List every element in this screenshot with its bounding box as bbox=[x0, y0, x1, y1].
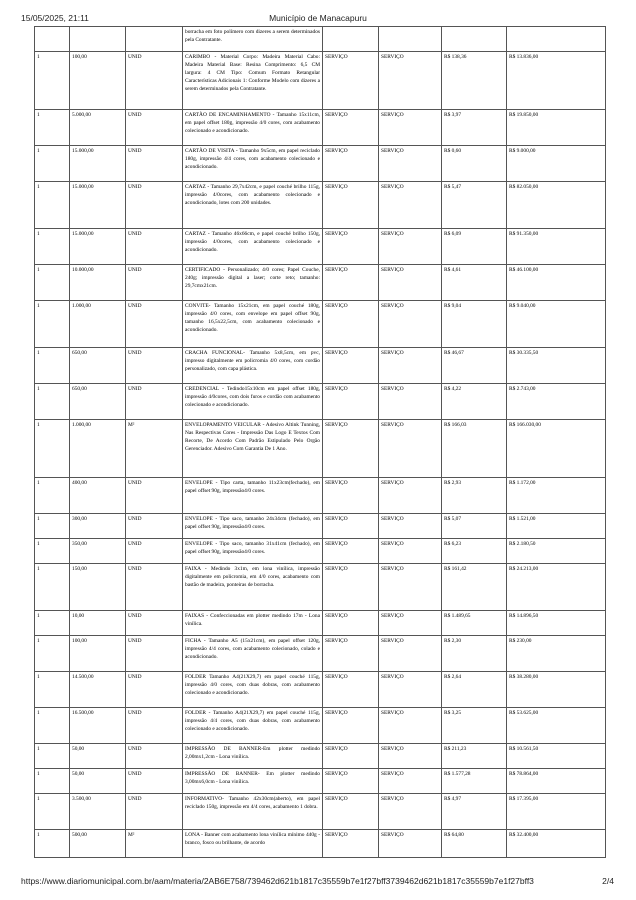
cell-total: R$ 78.864,00 bbox=[507, 769, 606, 794]
cell-total: R$ 30.335,50 bbox=[507, 348, 606, 384]
cell-type: SERVIÇO bbox=[379, 539, 442, 564]
cell-category: SERVIÇO bbox=[323, 182, 379, 229]
cell-quantity: 650,00 bbox=[70, 384, 126, 420]
cell-type: SERVIÇO bbox=[379, 478, 442, 514]
cell-type bbox=[379, 27, 442, 52]
cell-quantity: 100,00 bbox=[70, 52, 126, 110]
cell-unit-price: R$ 211,23 bbox=[442, 744, 507, 769]
cell-description: ENVELOPAMENTO VEICULAR - Adesivo Altink Tunning, Nas Respectivas Cores - Impressão Das Logo E Textos Com Recorte, De Acordo Com Padrão Estipulado Pelo Orgão Gerenciador. Adesivo Com Garantia De 1 Ano. bbox=[183, 420, 323, 478]
cell-unit: UNID bbox=[126, 265, 183, 301]
cell-unit: UNID bbox=[126, 348, 183, 384]
cell-item bbox=[35, 27, 70, 52]
cell-item: 1 bbox=[35, 182, 70, 229]
cell-total: R$ 53.625,00 bbox=[507, 708, 606, 744]
cell-quantity: 50,00 bbox=[70, 769, 126, 794]
table-row bbox=[35, 830, 606, 858]
cell-total: R$ 17.395,00 bbox=[507, 794, 606, 830]
cell-item: 1 bbox=[35, 744, 70, 769]
cell-category: SERVIÇO bbox=[323, 265, 379, 301]
cell-item: 1 bbox=[35, 384, 70, 420]
cell-type: SERVIÇO bbox=[379, 52, 442, 110]
cell-description: CARTÃO DE ENCAMINHAMENTO - Tamanho 15x11cm, em papel offset 180g, impressão 4/0 cores, com acabamento colecionado e acondicionado. bbox=[183, 110, 323, 146]
cell-item: 1 bbox=[35, 265, 70, 301]
cell-quantity: 5.000,00 bbox=[70, 110, 126, 146]
table-row bbox=[35, 564, 606, 611]
cell-quantity: 10,00 bbox=[70, 611, 126, 636]
cell-total: R$ 1.521,00 bbox=[507, 514, 606, 539]
cell-quantity: 15.000,00 bbox=[70, 229, 126, 265]
cell-type: SERVIÇO bbox=[379, 708, 442, 744]
table-row bbox=[35, 229, 606, 265]
table-row bbox=[35, 265, 606, 301]
cell-type: SERVIÇO bbox=[379, 110, 442, 146]
cell-unit-price: R$ 4,61 bbox=[442, 265, 507, 301]
cell-quantity: 1.000,00 bbox=[70, 301, 126, 348]
cell-unit: UNID bbox=[126, 478, 183, 514]
cell-quantity: 400,00 bbox=[70, 478, 126, 514]
cell-item: 1 bbox=[35, 420, 70, 478]
cell-type: SERVIÇO bbox=[379, 672, 442, 708]
cell-category: SERVIÇO bbox=[323, 301, 379, 348]
cell-unit-price: R$ 9,04 bbox=[442, 301, 507, 348]
cell-type: SERVIÇO bbox=[379, 229, 442, 265]
cell-description: LONA - Banner com acabamento lona vinílica mínimo 440g - branco, fosco ou brilhante, de acordo bbox=[183, 830, 323, 858]
cell-total bbox=[507, 27, 606, 52]
cell-unit-price: R$ 1.577,28 bbox=[442, 769, 507, 794]
cell-unit-price: R$ 2,30 bbox=[442, 636, 507, 672]
table-row bbox=[35, 611, 606, 636]
cell-category: SERVIÇO bbox=[323, 348, 379, 384]
cell-item: 1 bbox=[35, 769, 70, 794]
cell-type: SERVIÇO bbox=[379, 744, 442, 769]
cell-total: R$ 2.180,50 bbox=[507, 539, 606, 564]
cell-unit-price: R$ 1.489,65 bbox=[442, 611, 507, 636]
cell-quantity: 500,00 bbox=[70, 830, 126, 858]
cell-unit-price: R$ 5,07 bbox=[442, 514, 507, 539]
cell-item: 1 bbox=[35, 52, 70, 110]
table-row bbox=[35, 384, 606, 420]
cell-type: SERVIÇO bbox=[379, 514, 442, 539]
cell-type: SERVIÇO bbox=[379, 769, 442, 794]
cell-category: SERVIÇO bbox=[323, 708, 379, 744]
table-row bbox=[35, 794, 606, 830]
cell-category: SERVIÇO bbox=[323, 830, 379, 858]
cell-type: SERVIÇO bbox=[379, 564, 442, 611]
cell-item: 1 bbox=[35, 229, 70, 265]
table-row bbox=[35, 182, 606, 229]
cell-item: 1 bbox=[35, 708, 70, 744]
cell-unit: UNID bbox=[126, 146, 183, 182]
cell-category: SERVIÇO bbox=[323, 636, 379, 672]
cell-type: SERVIÇO bbox=[379, 636, 442, 672]
cell-total: R$ 2.743,00 bbox=[507, 384, 606, 420]
cell-description: IMPRESSÃO DE BANNER-Em plotter medindo 2,00mx1,2cm - Lona vinílica. bbox=[183, 744, 323, 769]
cell-unit-price: R$ 4,22 bbox=[442, 384, 507, 420]
cell-description: FOLDER Tamanho A4(21X29,7) em papel couché 115g, impressão 4/0 cores, com duas dobras, com acabamento colecionado e acondicionado. bbox=[183, 672, 323, 708]
cell-type: SERVIÇO bbox=[379, 301, 442, 348]
cell-item: 1 bbox=[35, 636, 70, 672]
table-row bbox=[35, 348, 606, 384]
cell-category: SERVIÇO bbox=[323, 146, 379, 182]
cell-item: 1 bbox=[35, 514, 70, 539]
cell-quantity: 3.500,00 bbox=[70, 794, 126, 830]
cell-description: FICHA - Tamanho A5 (15x21cm), em papel offset 120g, impressão 4/4 cores, com acabamento colecionado, colado e acondicionado. bbox=[183, 636, 323, 672]
cell-description: FAIXA - Medindo 3x1m, em lona vinílica, impressão digitalmente em policromia, em 4/0 cores, acabamento com bastão de madeira, ponteiras de borracha. bbox=[183, 564, 323, 611]
cell-description: CARTÃO DE VISITA - Tamanho 9x5cm, em papel reciclado 180g, impressão 4/4 cores, com acabamento colecionado e acondicionado. bbox=[183, 146, 323, 182]
table-row bbox=[35, 301, 606, 348]
cell-unit: UNID bbox=[126, 611, 183, 636]
page-title: Município de Manacapuru bbox=[269, 13, 367, 23]
cell-category: SERVIÇO bbox=[323, 110, 379, 146]
cell-item: 1 bbox=[35, 564, 70, 611]
cell-category: SERVIÇO bbox=[323, 514, 379, 539]
cell-category: SERVIÇO bbox=[323, 52, 379, 110]
cell-type: SERVIÇO bbox=[379, 182, 442, 229]
cell-unit: UNID bbox=[126, 301, 183, 348]
cell-unit-price: R$ 6,23 bbox=[442, 539, 507, 564]
table-row bbox=[35, 769, 606, 794]
cell-type: SERVIÇO bbox=[379, 420, 442, 478]
cell-total: R$ 19.850,00 bbox=[507, 110, 606, 146]
cell-unit-price: R$ 2,93 bbox=[442, 478, 507, 514]
page-footer bbox=[0, 876, 636, 890]
cell-unit: M² bbox=[126, 420, 183, 478]
cell-unit bbox=[126, 27, 183, 52]
cell-type: SERVIÇO bbox=[379, 611, 442, 636]
print-datetime: 15/05/2025, 21:11 bbox=[21, 13, 89, 23]
cell-item: 1 bbox=[35, 611, 70, 636]
cell-total: R$ 10.561,50 bbox=[507, 744, 606, 769]
cell-description: CERTIFICADO - Personalizado; 4/0 cores; Papel Couche, 240g; impressão digital a laser; corte reto; tamanho: 29,7cmx21cm. bbox=[183, 265, 323, 301]
table-row bbox=[35, 672, 606, 708]
cell-unit: M² bbox=[126, 830, 183, 858]
cell-unit: UNID bbox=[126, 539, 183, 564]
cell-unit: UNID bbox=[126, 769, 183, 794]
cell-quantity: 300,00 bbox=[70, 514, 126, 539]
cell-description: ENVELOPE - Tipo saco, tamanho 24x34cm (fechado), em papel offset 90g, impressão4/0 cores. bbox=[183, 514, 323, 539]
page-header bbox=[0, 13, 636, 27]
cell-unit: UNID bbox=[126, 708, 183, 744]
cell-type: SERVIÇO bbox=[379, 384, 442, 420]
cell-unit-price: R$ 166,03 bbox=[442, 420, 507, 478]
cell-category: SERVIÇO bbox=[323, 794, 379, 830]
cell-description: CONVITE- Tamanho 15x21cm, em papel couché 180g, impressão 4/0 cores, com envelope em papel offset 90g, tamanho 16,5x22,5cm, com acabamento colecionado e acondicionado. bbox=[183, 301, 323, 348]
cell-unit: UNID bbox=[126, 182, 183, 229]
cell-total: R$ 32.400,00 bbox=[507, 830, 606, 858]
cell-category: SERVIÇO bbox=[323, 478, 379, 514]
cell-description: borracha em foto polímero com dizeres a serem determinados pela Contratante. bbox=[183, 27, 323, 52]
cell-description: CARTAZ - Tamanho 46x66cm, e papel couché brilho 150g, impressão 4/0cores, com acabamento colecionado e acondicionado. bbox=[183, 229, 323, 265]
cell-item: 1 bbox=[35, 478, 70, 514]
cell-item: 1 bbox=[35, 110, 70, 146]
cell-total: R$ 9.000,00 bbox=[507, 146, 606, 182]
cell-unit-price: R$ 2,64 bbox=[442, 672, 507, 708]
cell-type: SERVIÇO bbox=[379, 146, 442, 182]
cell-category bbox=[323, 27, 379, 52]
table-row bbox=[35, 708, 606, 744]
cell-unit-price bbox=[442, 27, 507, 52]
cell-quantity: 14.500,00 bbox=[70, 672, 126, 708]
cell-total: R$ 82.050,00 bbox=[507, 182, 606, 229]
cell-unit: UNID bbox=[126, 672, 183, 708]
cell-category: SERVIÇO bbox=[323, 384, 379, 420]
cell-category: SERVIÇO bbox=[323, 611, 379, 636]
table-row bbox=[35, 52, 606, 110]
cell-quantity bbox=[70, 27, 126, 52]
cell-item: 1 bbox=[35, 794, 70, 830]
cell-unit: UNID bbox=[126, 229, 183, 265]
cell-unit: UNID bbox=[126, 636, 183, 672]
table-row bbox=[35, 420, 606, 478]
cell-type: SERVIÇO bbox=[379, 348, 442, 384]
cell-item: 1 bbox=[35, 348, 70, 384]
cell-type: SERVIÇO bbox=[379, 265, 442, 301]
table-row bbox=[35, 514, 606, 539]
cell-total: R$ 13.836,00 bbox=[507, 52, 606, 110]
cell-item: 1 bbox=[35, 830, 70, 858]
table-row bbox=[35, 478, 606, 514]
cell-total: R$ 91.350,00 bbox=[507, 229, 606, 265]
cell-quantity: 10.000,00 bbox=[70, 265, 126, 301]
cell-description: INFORMATIVO- Tamanho 42x30cm(aberto), em papel reciclado 150g, impressão em 4/4 cores, acabamento 1 dobra. bbox=[183, 794, 323, 830]
cell-category: SERVIÇO bbox=[323, 420, 379, 478]
cell-description: CARTAZ - Tamanho 29,7x42cm, e papel couché brilho 115g, impressão 4/0cores, com acabamento colecionado e acondicionado, lotes com 200 unidades. bbox=[183, 182, 323, 229]
cell-total: R$ 14.896,50 bbox=[507, 611, 606, 636]
cell-unit: UNID bbox=[126, 384, 183, 420]
table-row bbox=[35, 539, 606, 564]
cell-quantity: 350,00 bbox=[70, 539, 126, 564]
cell-description: CREDENCIAL - Tedindo15x10cm em papel offset 180g, impressão 4/0cores, com dois furos e cordão com acabamento colecionado e acondicionado. bbox=[183, 384, 323, 420]
cell-item: 1 bbox=[35, 301, 70, 348]
cell-total: R$ 46.100,00 bbox=[507, 265, 606, 301]
table-row bbox=[35, 27, 606, 52]
table-row bbox=[35, 744, 606, 769]
cell-category: SERVIÇO bbox=[323, 672, 379, 708]
cell-total: R$ 9.040,00 bbox=[507, 301, 606, 348]
items-table bbox=[34, 26, 606, 858]
cell-unit-price: R$ 46,67 bbox=[442, 348, 507, 384]
cell-description: FOLDER - Tamanho A4(21X29,7) em papel couché 115g, impressão 4/4 cores, com duas dobras, com acabamento colecionado e acondicionado. bbox=[183, 708, 323, 744]
table-row bbox=[35, 636, 606, 672]
cell-unit-price: R$ 6,09 bbox=[442, 229, 507, 265]
cell-total: R$ 1.172,00 bbox=[507, 478, 606, 514]
cell-type: SERVIÇO bbox=[379, 794, 442, 830]
cell-unit: UNID bbox=[126, 110, 183, 146]
cell-unit-price: R$ 161,42 bbox=[442, 564, 507, 611]
cell-unit-price: R$ 3,25 bbox=[442, 708, 507, 744]
cell-item: 1 bbox=[35, 539, 70, 564]
cell-category: SERVIÇO bbox=[323, 539, 379, 564]
cell-total: R$ 230,00 bbox=[507, 636, 606, 672]
table-row bbox=[35, 146, 606, 182]
cell-unit-price: R$ 64,80 bbox=[442, 830, 507, 858]
cell-description: ENVELOPE - Tipo carta, tamanho 11x23cm(fechado), em papel offset 90g, impressão4/0 cores. bbox=[183, 478, 323, 514]
cell-quantity: 15.000,00 bbox=[70, 146, 126, 182]
cell-description: ENVELOPE - Tipo saco, tamanho 31x41cm (fechado), em papel offset 90g, impressão4/0 cores. bbox=[183, 539, 323, 564]
cell-unit-price: R$ 3,97 bbox=[442, 110, 507, 146]
cell-quantity: 15.000,00 bbox=[70, 182, 126, 229]
cell-item: 1 bbox=[35, 672, 70, 708]
cell-description: IMPRESSÃO DE BANNER- Em plotter medindo 3,00mx6,0cm - Lona vinílica. bbox=[183, 769, 323, 794]
cell-category: SERVIÇO bbox=[323, 769, 379, 794]
cell-category: SERVIÇO bbox=[323, 564, 379, 611]
cell-quantity: 150,00 bbox=[70, 564, 126, 611]
cell-quantity: 100,00 bbox=[70, 636, 126, 672]
cell-item: 1 bbox=[35, 146, 70, 182]
cell-category: SERVIÇO bbox=[323, 744, 379, 769]
cell-total: R$ 166.030,00 bbox=[507, 420, 606, 478]
cell-type: SERVIÇO bbox=[379, 830, 442, 858]
source-url: https://www.diariomunicipal.com.br/aam/materia/2AB6E758/739462d621b1817c35559b7e1f27bff3739462d621b1817c35559b7e1f27bff3 bbox=[21, 876, 534, 886]
table-row bbox=[35, 110, 606, 146]
cell-unit: UNID bbox=[126, 52, 183, 110]
cell-category: SERVIÇO bbox=[323, 229, 379, 265]
cell-quantity: 1.000,00 bbox=[70, 420, 126, 478]
cell-unit: UNID bbox=[126, 564, 183, 611]
cell-description: FAIXAS - Confeccionadas em plotter medindo 17m - Lona vinílica. bbox=[183, 611, 323, 636]
cell-description: CRACHA FUNCIONAL- Tamanho 5x8,5cm, em pvc, impresso digitalmente em policromia 4/0 cores, com cordão personalizado, com capa plástica. bbox=[183, 348, 323, 384]
cell-total: R$ 24.213,00 bbox=[507, 564, 606, 611]
cell-unit: UNID bbox=[126, 794, 183, 830]
cell-quantity: 16.500,00 bbox=[70, 708, 126, 744]
cell-total: R$ 38.280,00 bbox=[507, 672, 606, 708]
cell-description: CARIMBO - Material Corpo: Madeira Material Cabo: Madeira Material Base: Resina Comprimento: 6,5 CM largura: 4 CM Tipo: Comum Formato Retangular Características Adicionais 1: Conforme Modelo com dizeres a serem determinados pela Contratante. bbox=[183, 52, 323, 110]
cell-quantity: 50,00 bbox=[70, 744, 126, 769]
cell-unit-price: R$ 4,97 bbox=[442, 794, 507, 830]
cell-unit-price: R$ 5,47 bbox=[442, 182, 507, 229]
page-number: 2/4 bbox=[602, 876, 614, 886]
cell-unit-price: R$ 138,36 bbox=[442, 52, 507, 110]
cell-unit: UNID bbox=[126, 514, 183, 539]
cell-unit-price: R$ 0,60 bbox=[442, 146, 507, 182]
cell-unit: UNID bbox=[126, 744, 183, 769]
cell-quantity: 650,00 bbox=[70, 348, 126, 384]
